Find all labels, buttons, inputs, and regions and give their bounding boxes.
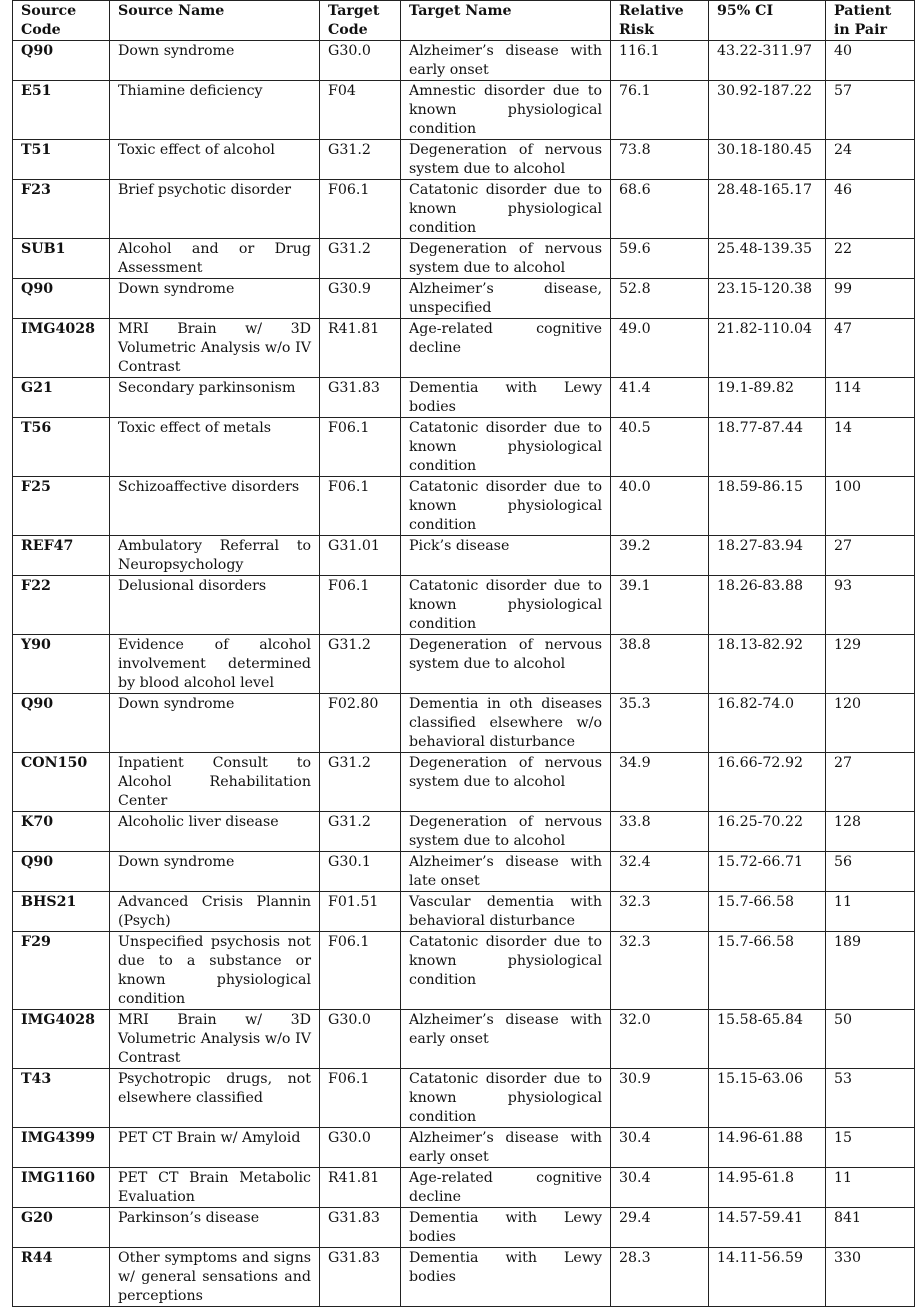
cell-target-code: G31.2 [320, 140, 401, 180]
header-target-code: Target Code [320, 1, 401, 41]
cell-target-name: Dementia with Lewy bodies [401, 1248, 611, 1307]
table-row [13, 140, 915, 180]
cell-source-name: Brief psychotic disorder [110, 180, 320, 239]
cell-target-code: G31.83 [320, 378, 401, 418]
cell-patients: 93 [826, 576, 915, 635]
cell-target-name: Age-related cognitive decline [401, 319, 611, 378]
table-row [13, 1248, 915, 1307]
cell-target-name: Dementia with Lewy bodies [401, 378, 611, 418]
cell-target-code: F06.1 [320, 418, 401, 477]
cell-relative-risk: 40.5 [611, 418, 709, 477]
cell-patients: 128 [826, 812, 915, 852]
cell-ci: 18.59-86.15 [709, 477, 826, 536]
cell-relative-risk: 59.6 [611, 239, 709, 279]
cell-target-code: G31.01 [320, 536, 401, 576]
cell-source-code: CON150 [13, 753, 110, 812]
cell-relative-risk: 35.3 [611, 694, 709, 753]
cell-source-code: T56 [13, 418, 110, 477]
table-row [13, 378, 915, 418]
cell-patients: 114 [826, 378, 915, 418]
cell-source-name: Inpatient Consult to Alcohol Rehabilitation Center [110, 753, 320, 812]
cell-patients: 53 [826, 1069, 915, 1128]
cell-patients: 14 [826, 418, 915, 477]
cell-ci: 18.26-83.88 [709, 576, 826, 635]
cell-relative-risk: 49.0 [611, 319, 709, 378]
cell-patients: 120 [826, 694, 915, 753]
header-source-code: Source Code [13, 1, 110, 41]
cell-source-name: Toxic effect of metals [110, 418, 320, 477]
cell-source-code: F25 [13, 477, 110, 536]
cell-source-code: Q90 [13, 41, 110, 81]
cell-relative-risk: 41.4 [611, 378, 709, 418]
cell-relative-risk: 28.3 [611, 1248, 709, 1307]
cell-source-name: Other symptoms and signs w/ general sensations and perceptions [110, 1248, 320, 1307]
cell-source-name: MRI Brain w/ 3D Volumetric Analysis w/o IV Contrast [110, 319, 320, 378]
cell-target-code: G31.2 [320, 812, 401, 852]
cell-target-name: Degeneration of nervous system due to alcohol [401, 140, 611, 180]
cell-source-code: Q90 [13, 852, 110, 892]
cell-target-name: Dementia with Lewy bodies [401, 1208, 611, 1248]
cell-source-code: F22 [13, 576, 110, 635]
table-row [13, 753, 915, 812]
cell-ci: 15.58-65.84 [709, 1010, 826, 1069]
cell-ci: 18.27-83.94 [709, 536, 826, 576]
cell-relative-risk: 30.4 [611, 1128, 709, 1168]
cell-source-name: Thiamine deficiency [110, 81, 320, 140]
cell-target-code: G31.83 [320, 1248, 401, 1307]
cell-source-name: Unspecified psychosis not due to a substance or known physiological condition [110, 932, 320, 1010]
cell-patients: 27 [826, 536, 915, 576]
cell-ci: 30.18-180.45 [709, 140, 826, 180]
cell-ci: 14.57-59.41 [709, 1208, 826, 1248]
cell-target-code: G31.83 [320, 1208, 401, 1248]
cell-target-code: G31.2 [320, 239, 401, 279]
cell-ci: 16.82-74.0 [709, 694, 826, 753]
cell-source-code: Y90 [13, 635, 110, 694]
header-target-name: Target Name [401, 1, 611, 41]
table-row [13, 319, 915, 378]
cell-source-name: Alcoholic liver disease [110, 812, 320, 852]
cell-target-name: Age-related cognitive decline [401, 1168, 611, 1208]
cell-target-code: R41.81 [320, 1168, 401, 1208]
cell-target-code: F06.1 [320, 932, 401, 1010]
cell-target-code: G31.2 [320, 635, 401, 694]
cell-ci: 18.13-82.92 [709, 635, 826, 694]
cell-relative-risk: 30.4 [611, 1168, 709, 1208]
cell-source-code: IMG4399 [13, 1128, 110, 1168]
cell-source-code: IMG4028 [13, 319, 110, 378]
cell-source-code: REF47 [13, 536, 110, 576]
cell-ci: 14.95-61.8 [709, 1168, 826, 1208]
cell-source-name: Secondary parkinsonism [110, 378, 320, 418]
table-container [12, 0, 915, 1307]
table-row [13, 418, 915, 477]
cell-patients: 11 [826, 892, 915, 932]
cell-patients: 40 [826, 41, 915, 81]
header-patients: Patient in Pair [826, 1, 915, 41]
table-row [13, 1069, 915, 1128]
cell-ci: 43.22-311.97 [709, 41, 826, 81]
cell-source-code: R44 [13, 1248, 110, 1307]
cell-source-code: Q90 [13, 279, 110, 319]
cell-source-name: Parkinson’s disease [110, 1208, 320, 1248]
cell-source-name: Psychotropic drugs, not elsewhere classified [110, 1069, 320, 1128]
cell-patients: 841 [826, 1208, 915, 1248]
cell-target-code: F06.1 [320, 576, 401, 635]
cell-ci: 15.72-66.71 [709, 852, 826, 892]
cell-relative-risk: 34.9 [611, 753, 709, 812]
cell-source-name: Delusional disorders [110, 576, 320, 635]
cell-target-name: Vascular dementia with behavioral disturbance [401, 892, 611, 932]
cell-target-name: Degeneration of nervous system due to alcohol [401, 239, 611, 279]
cell-source-code: SUB1 [13, 239, 110, 279]
cell-source-name: Down syndrome [110, 852, 320, 892]
cell-source-name: MRI Brain w/ 3D Volumetric Analysis w/o IV Contrast [110, 1010, 320, 1069]
cell-relative-risk: 32.3 [611, 892, 709, 932]
cell-relative-risk: 76.1 [611, 81, 709, 140]
cell-patients: 99 [826, 279, 915, 319]
table-row [13, 892, 915, 932]
cell-target-name: Catatonic disorder due to known physiological condition [401, 180, 611, 239]
cell-relative-risk: 73.8 [611, 140, 709, 180]
cell-relative-risk: 39.2 [611, 536, 709, 576]
cell-source-code: G21 [13, 378, 110, 418]
table-row [13, 1128, 915, 1168]
header-ci: 95% CI [709, 1, 826, 41]
table-row [13, 279, 915, 319]
table-row [13, 812, 915, 852]
cell-patients: 22 [826, 239, 915, 279]
table-row [13, 576, 915, 635]
cell-source-code: E51 [13, 81, 110, 140]
cell-patients: 15 [826, 1128, 915, 1168]
cell-ci: 28.48-165.17 [709, 180, 826, 239]
cell-target-name: Pick’s disease [401, 536, 611, 576]
cell-relative-risk: 32.3 [611, 932, 709, 1010]
cell-target-name: Degeneration of nervous system due to alcohol [401, 635, 611, 694]
cell-patients: 50 [826, 1010, 915, 1069]
table-row [13, 41, 915, 81]
cell-target-code: G30.0 [320, 41, 401, 81]
cell-patients: 330 [826, 1248, 915, 1307]
cell-ci: 15.15-63.06 [709, 1069, 826, 1128]
cell-target-code: F04 [320, 81, 401, 140]
cell-source-code: IMG1160 [13, 1168, 110, 1208]
cell-source-code: F23 [13, 180, 110, 239]
cell-target-name: Alzheimer’s disease with early onset [401, 41, 611, 81]
cell-relative-risk: 39.1 [611, 576, 709, 635]
cell-ci: 30.92-187.22 [709, 81, 826, 140]
cell-target-name: Alzheimer’s disease with early onset [401, 1128, 611, 1168]
cell-source-name: PET CT Brain Metabolic Evaluation [110, 1168, 320, 1208]
cell-target-code: G30.0 [320, 1010, 401, 1069]
cell-patients: 11 [826, 1168, 915, 1208]
table-row [13, 932, 915, 1010]
cell-relative-risk: 38.8 [611, 635, 709, 694]
cell-ci: 14.11-56.59 [709, 1248, 826, 1307]
cell-source-name: Evidence of alcohol involvement determined by blood alcohol level [110, 635, 320, 694]
cell-source-code: G20 [13, 1208, 110, 1248]
cell-source-name: Down syndrome [110, 694, 320, 753]
cell-target-name: Catatonic disorder due to known physiological condition [401, 477, 611, 536]
cell-source-code: Q90 [13, 694, 110, 753]
cell-patients: 100 [826, 477, 915, 536]
cell-relative-risk: 30.9 [611, 1069, 709, 1128]
table-row [13, 1208, 915, 1248]
cell-patients: 57 [826, 81, 915, 140]
table-row [13, 1010, 915, 1069]
header-row [13, 1, 915, 41]
cell-patients: 189 [826, 932, 915, 1010]
cell-ci: 25.48-139.35 [709, 239, 826, 279]
cell-target-code: G30.0 [320, 1128, 401, 1168]
cell-relative-risk: 32.0 [611, 1010, 709, 1069]
cell-relative-risk: 40.0 [611, 477, 709, 536]
cell-target-code: F06.1 [320, 477, 401, 536]
cell-source-name: Advanced Crisis Plannin (Psych) [110, 892, 320, 932]
cell-patients: 47 [826, 319, 915, 378]
cell-source-name: Schizoaffective disorders [110, 477, 320, 536]
relative-risk-table [12, 0, 915, 1307]
cell-target-name: Dementia in oth diseases classified elsewhere w/o behavioral disturbance [401, 694, 611, 753]
cell-relative-risk: 33.8 [611, 812, 709, 852]
cell-patients: 129 [826, 635, 915, 694]
cell-source-name: Ambulatory Referral to Neuropsychology [110, 536, 320, 576]
cell-target-name: Degeneration of nervous system due to alcohol [401, 812, 611, 852]
cell-target-name: Degeneration of nervous system due to alcohol [401, 753, 611, 812]
cell-target-name: Alzheimer’s disease, unspecified [401, 279, 611, 319]
cell-relative-risk: 52.8 [611, 279, 709, 319]
table-row [13, 180, 915, 239]
cell-patients: 56 [826, 852, 915, 892]
cell-target-code: R41.81 [320, 319, 401, 378]
cell-target-code: G31.2 [320, 753, 401, 812]
cell-source-code: IMG4028 [13, 1010, 110, 1069]
table-row [13, 852, 915, 892]
cell-source-name: Down syndrome [110, 41, 320, 81]
cell-patients: 46 [826, 180, 915, 239]
table-row [13, 1168, 915, 1208]
cell-source-name: Toxic effect of alcohol [110, 140, 320, 180]
cell-ci: 15.7-66.58 [709, 892, 826, 932]
table-row [13, 477, 915, 536]
table-body [13, 41, 915, 1307]
table-row [13, 694, 915, 753]
table-row [13, 536, 915, 576]
cell-ci: 23.15-120.38 [709, 279, 826, 319]
cell-target-name: Catatonic disorder due to known physiological condition [401, 418, 611, 477]
cell-ci: 15.7-66.58 [709, 932, 826, 1010]
cell-source-code: T43 [13, 1069, 110, 1128]
cell-ci: 14.96-61.88 [709, 1128, 826, 1168]
cell-target-name: Catatonic disorder due to known physiological condition [401, 1069, 611, 1128]
cell-target-name: Alzheimer’s disease with late onset [401, 852, 611, 892]
cell-relative-risk: 116.1 [611, 41, 709, 81]
cell-target-name: Alzheimer’s disease with early onset [401, 1010, 611, 1069]
cell-target-code: F02.80 [320, 694, 401, 753]
cell-relative-risk: 32.4 [611, 852, 709, 892]
cell-source-code: K70 [13, 812, 110, 852]
cell-source-code: T51 [13, 140, 110, 180]
cell-target-code: F06.1 [320, 180, 401, 239]
cell-patients: 24 [826, 140, 915, 180]
cell-patients: 27 [826, 753, 915, 812]
cell-ci: 18.77-87.44 [709, 418, 826, 477]
cell-target-code: G30.9 [320, 279, 401, 319]
cell-ci: 16.25-70.22 [709, 812, 826, 852]
cell-ci: 16.66-72.92 [709, 753, 826, 812]
cell-source-name: PET CT Brain w/ Amyloid [110, 1128, 320, 1168]
header-source-name: Source Name [110, 1, 320, 41]
cell-relative-risk: 68.6 [611, 180, 709, 239]
cell-target-code: G30.1 [320, 852, 401, 892]
cell-source-code: F29 [13, 932, 110, 1010]
cell-target-code: F01.51 [320, 892, 401, 932]
cell-source-name: Alcohol and or Drug Assessment [110, 239, 320, 279]
cell-ci: 21.82-110.04 [709, 319, 826, 378]
cell-ci: 19.1-89.82 [709, 378, 826, 418]
cell-source-code: BHS21 [13, 892, 110, 932]
cell-source-name: Down syndrome [110, 279, 320, 319]
cell-relative-risk: 29.4 [611, 1208, 709, 1248]
header-relative-risk: Relative Risk [611, 1, 709, 41]
cell-target-name: Amnestic disorder due to known physiological condition [401, 81, 611, 140]
cell-target-name: Catatonic disorder due to known physiological condition [401, 576, 611, 635]
cell-target-name: Catatonic disorder due to known physiological condition [401, 932, 611, 1010]
table-row [13, 635, 915, 694]
cell-target-code: F06.1 [320, 1069, 401, 1128]
table-row [13, 81, 915, 140]
table-row [13, 239, 915, 279]
